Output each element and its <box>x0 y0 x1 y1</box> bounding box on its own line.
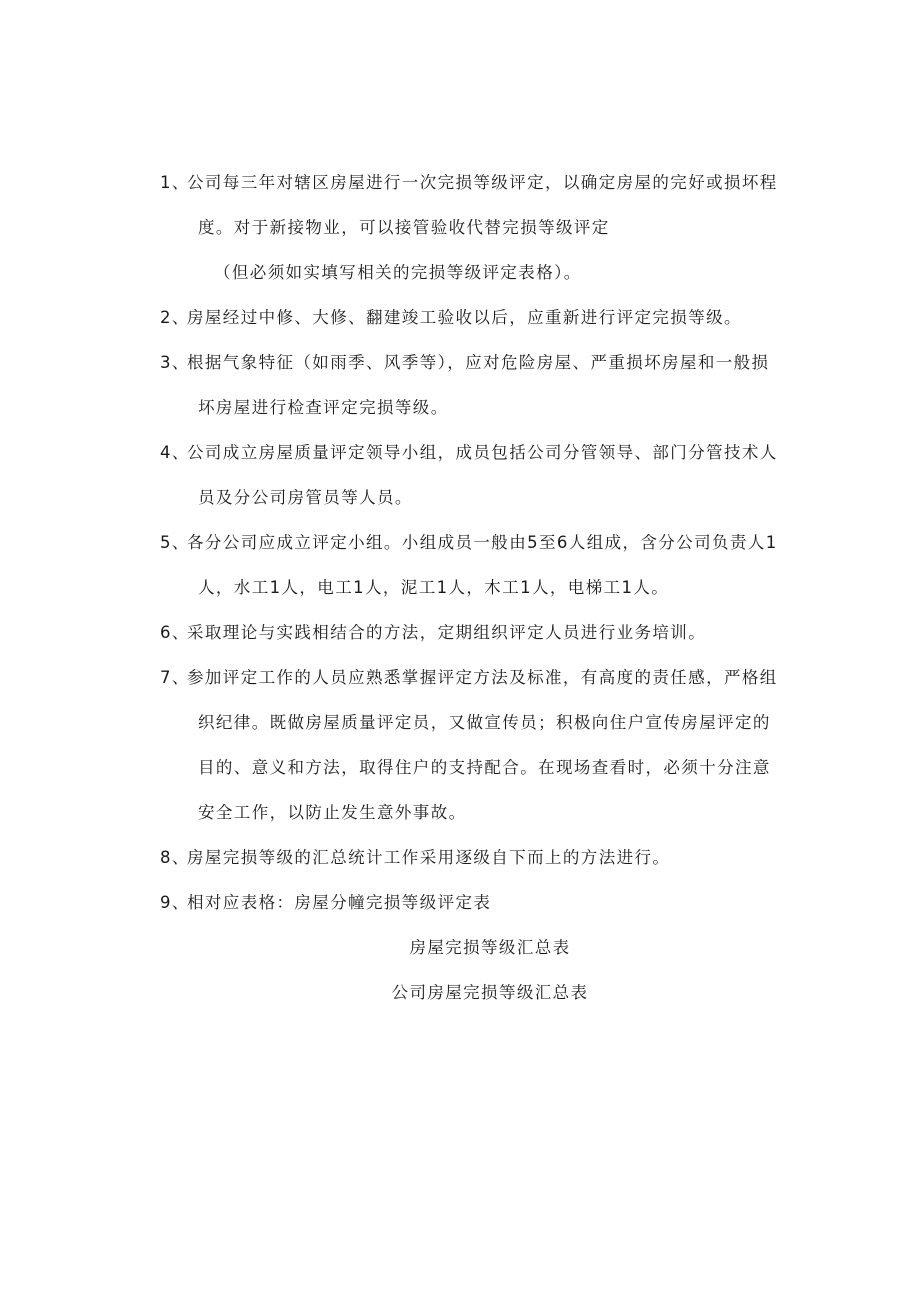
item-text: 参加评定工作的人员应熟悉掌握评定方法及标准，有高度的责任感，严格组 <box>187 668 778 687</box>
list-item-7 <box>160 655 820 700</box>
item-number: 7、 <box>160 668 190 687</box>
item-number: 9、 <box>160 893 190 912</box>
list-item-6 <box>160 610 820 655</box>
item-text: 相对应表格：房屋分幢完损等级评定表 <box>187 893 492 912</box>
list-item-2 <box>160 295 820 340</box>
item-continuation: 人，水工1人，电工1人，泥工1人，木工1人，电梯工1人。 <box>198 578 670 597</box>
table-name: 房屋完损等级汇总表 <box>409 938 571 957</box>
item-number: 8、 <box>160 848 190 867</box>
item-continuation: 员及分公司房管员等人员。 <box>198 488 413 507</box>
list-item-3 <box>160 340 820 385</box>
item-continuation: 织纪律。既做房屋质量评定员，又做宣传员；积极向住户宣传房屋评定的 <box>198 713 771 732</box>
item-continuation: 安全工作，以防止发生意外事故。 <box>198 803 467 822</box>
table-name: 公司房屋完损等级汇总表 <box>391 983 589 1002</box>
item-number: 5、 <box>160 533 190 552</box>
item-text: 采取理论与实践相结合的方法，定期组织评定人员进行业务培训。 <box>187 623 707 642</box>
item-continuation: 坏房屋进行检查评定完损等级。 <box>198 398 449 417</box>
item-number: 3、 <box>160 353 190 372</box>
list-item-5 <box>160 520 820 565</box>
item-number: 6、 <box>160 623 190 642</box>
list-item-9 <box>160 880 820 925</box>
item-number: 1、 <box>160 173 190 192</box>
list-item-4 <box>160 430 820 475</box>
item-continuation: （但必须如实填写相关的完损等级评定表格）。 <box>214 263 582 282</box>
item-text: 房屋经过中修、大修、翻建竣工验收以后，应重新进行评定完损等级。 <box>187 308 742 327</box>
list-item-8 <box>160 835 820 880</box>
item-continuation: 度。对于新接物业，可以接管验收代替完损等级评定 <box>198 218 610 237</box>
item-text: 根据气象特征（如雨季、风季等），应对危险房屋、严重损坏房屋和一般损 <box>187 353 770 372</box>
item-text: 房屋完损等级的汇总统计工作采用逐级自下而上的方法进行。 <box>187 848 671 867</box>
item-number: 4、 <box>160 443 190 462</box>
list-item-1 <box>160 160 820 205</box>
item-number: 2、 <box>160 308 190 327</box>
item-text: 公司成立房屋质量评定领导小组，成员包括公司分管领导、部门分管技术人 <box>187 443 778 462</box>
item-continuation: 目的、意义和方法，取得住户的支持配合。在现场查看时，必须十分注意 <box>198 758 771 777</box>
item-text: 公司每三年对辖区房屋进行一次完损等级评定，以确定房屋的完好或损坏程 <box>187 173 778 192</box>
document-body <box>160 160 820 1015</box>
item-text: 各分公司应成立评定小组。小组成员一般由5至6人组成，含分公司负责人1 <box>187 533 778 552</box>
